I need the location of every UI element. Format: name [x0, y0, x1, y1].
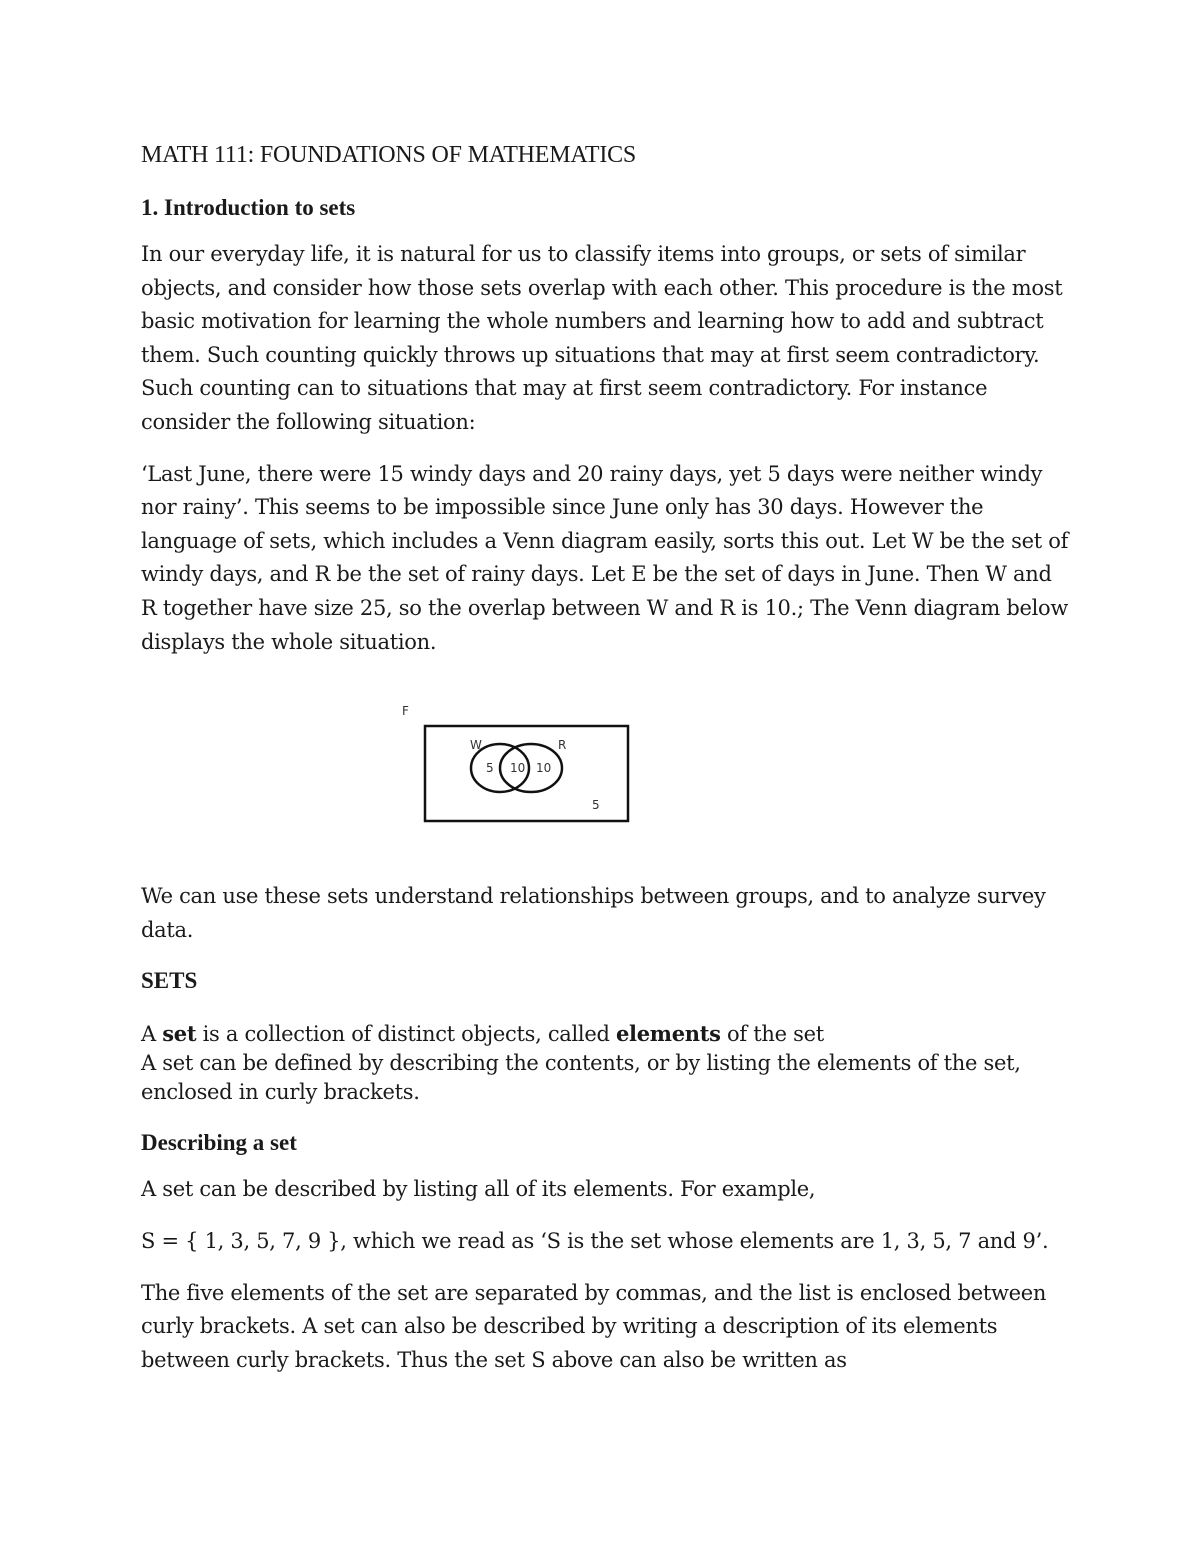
section-heading-intro: 1. Introduction to sets: [141, 195, 356, 220]
elements-term: elements: [616, 1021, 721, 1047]
section-heading-describing: Describing a set: [141, 1130, 297, 1156]
venn-diagram-svg: [396, 701, 636, 831]
section-heading-sets: SETS: [141, 968, 198, 994]
describing-paragraph-1: A set can be described by listing all of its elements. For example,: [141, 1177, 816, 1202]
intro-paragraph: In our everyday life, it is natural for us to classify items into groups, or sets of similar objects, and consider how those sets overlap with each other. This procedure is the most basic motivation for learning the whole numbers and learning how to add and subtract them. Such counting quickly throws up situations that may at first seem contradictory. Such counting can to situations that may at first seem contradictory. For instance consider the following situation:: [141, 242, 1063, 434]
venn-universe-label: F: [402, 704, 409, 719]
venn-left-only-value: 5: [486, 761, 494, 776]
document-title: MATH 111: FOUNDATIONS OF MATHEMATICS: [141, 142, 637, 168]
june-example-paragraph: ‘Last June, there were 15 windy days and 20 rainy days, yet 5 days were neither windy nor rainy’. This seems to be impossible since June only has 30 days. However the language of sets, which includes a Venn diagram easily, sorts this out. Let W be the set of windy days, and R be the set of rainy days. Let E be the set of days in June. Then W and R together have size 25, so the overlap between W and R is 10.; The Venn diagram below displays the whole situation.: [141, 461, 1069, 654]
venn-left-label: W: [470, 738, 482, 753]
venn-outside-value: 5: [592, 798, 600, 813]
set-definition-2: A set can be defined by describing the contents, or by listing the elements of the set, enclosed in curly brackets.: [141, 1051, 1021, 1105]
set-def-middle: is a collection of distinct objects, called: [196, 1022, 616, 1047]
describing-paragraph-3: The five elements of the set are separated by commas, and the list is enclosed between curly brackets. A set can also be described by writing a description of its elements between curly brackets. Thus the set S above can also be written as: [141, 1280, 1047, 1372]
describing-paragraph-2: S = { 1, 3, 5, 7, 9 }, which we read as ‘S is the set whose elements are 1, 3, 5, 7 and 9’.: [141, 1228, 1049, 1253]
venn-overlap-value: 10: [510, 761, 526, 776]
venn-right-only-value: 10: [536, 761, 552, 776]
set-term: set: [162, 1021, 197, 1047]
set-definition: [141, 1019, 1071, 1049]
set-def-suffix: of the set: [720, 1022, 824, 1047]
survey-paragraph: We can use these sets understand relationships between groups, and to analyze survey data.: [141, 884, 1046, 942]
venn-right-label: R: [558, 738, 567, 753]
document-body: [141, 138, 1071, 1395]
venn-diagram: [141, 701, 1071, 836]
set-def-prefix: A: [141, 1022, 163, 1047]
